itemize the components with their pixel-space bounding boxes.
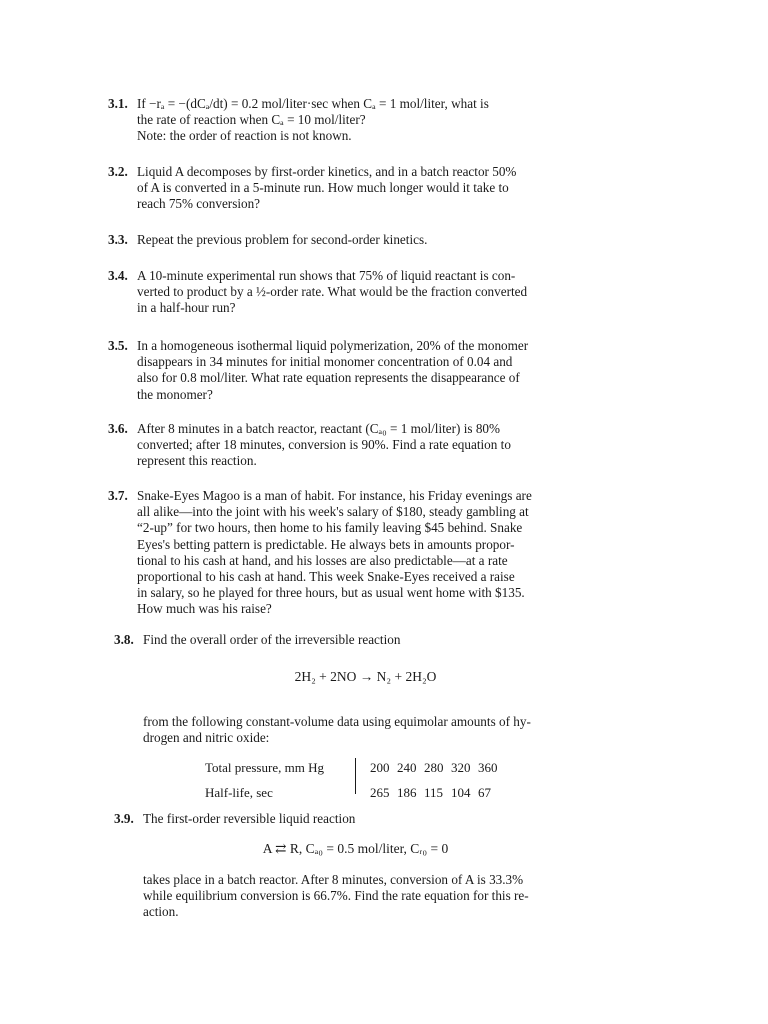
problem-line: also for 0.8 mol/liter. What rate equation represents the disappearance of	[137, 370, 520, 386]
problem-3-3	[108, 232, 583, 248]
problem-line: the rate of reaction when Cₐ = 10 mol/liter?	[137, 112, 366, 128]
problem-line: If −rₐ = −(dCₐ/dt) = 0.2 mol/liter·sec when Cₐ = 1 mol/liter, what is	[137, 96, 489, 111]
problem-line: represent this reaction.	[137, 453, 257, 469]
problem-line: proportional to his cash at hand. This week Snake-Eyes received a raise	[137, 569, 515, 585]
problem-3-8-continued	[114, 714, 589, 746]
reaction-equation-3-8: 2H₂ + 2NO → N₂ + 2H₂O	[294, 669, 437, 684]
problem-3-2	[108, 164, 583, 213]
problem-line: all alike—into the joint with his week's salary of $180, steady gambling at	[137, 504, 529, 520]
problem-line: Snake-Eyes Magoo is a man of habit. For instance, his Friday evenings are	[137, 488, 532, 503]
pressure-cell: 360	[478, 760, 498, 775]
problem-line: Liquid A decomposes by first-order kinetics, and in a batch reactor 50%	[137, 164, 517, 179]
problem-line: Find the overall order of the irreversible reaction	[143, 632, 401, 647]
reaction-equation-3-9: A ⇄ R, Cₐ₀ = 0.5 mol/liter, Cᵣ₀ = 0	[262, 841, 449, 856]
problem-3-8	[114, 632, 589, 648]
halflife-cell: 186	[397, 785, 417, 800]
problem-number: 3.1.	[108, 96, 128, 111]
problem-line: Repeat the previous problem for second-order kinetics.	[137, 232, 428, 247]
problem-3-6	[108, 421, 583, 470]
problem-line: In a homogeneous isothermal liquid polymerization, 20% of the monomer	[137, 338, 529, 353]
problem-line: tional to his cash at hand, and his losses are also predictable—at a rate	[137, 552, 508, 568]
problem-3-9-continued	[114, 872, 589, 921]
row-label: Half-life, sec	[205, 785, 273, 800]
row-label: Total pressure, mm Hg	[205, 760, 324, 775]
problem-line: A 10-minute experimental run shows that 75% of liquid reactant is con-	[137, 268, 516, 283]
problem-line: verted to product by a ½-order rate. What would be the fraction converted	[137, 284, 528, 300]
problem-number: 3.4.	[108, 268, 128, 283]
table-divider	[355, 758, 356, 794]
problem-line: The first-order reversible liquid reaction	[143, 811, 356, 826]
problem-line: in salary, so he played for three hours, but as usual went home with $135.	[137, 585, 525, 601]
problem-3-9	[114, 811, 589, 827]
problem-line: the monomer?	[137, 386, 213, 402]
problem-line: “2-up” for two hours, then home to his family leaving $45 behind. Snake	[137, 520, 523, 536]
halflife-cell: 115	[424, 785, 444, 800]
problem-3-1	[108, 96, 583, 145]
problem-line: while equilibrium conversion is 66.7%. Find the rate equation for this re-	[143, 888, 529, 904]
problem-line: of A is converted in a 5-minute run. How much longer would it take to	[137, 180, 509, 196]
problem-line: reach 75% conversion?	[137, 196, 261, 212]
problem-number: 3.8.	[114, 632, 134, 647]
halflife-cell: 104	[451, 785, 471, 800]
problem-number: 3.3.	[108, 232, 128, 247]
problem-line: How much was his raise?	[137, 601, 272, 617]
problem-line: drogen and nitric oxide:	[143, 730, 270, 746]
problem-line: converted; after 18 minutes, conversion is 90%. Find a rate equation to	[137, 437, 511, 453]
problem-line: Eyes's betting pattern is predictable. He always bets in amounts propor-	[137, 536, 515, 552]
problem-line: in a half-hour run?	[137, 300, 236, 316]
halflife-cell: 67	[478, 785, 491, 800]
problem-line: disappears in 34 minutes for initial monomer concentration of 0.04 and	[137, 354, 513, 370]
halflife-cell: 265	[370, 785, 390, 800]
problem-line: action.	[143, 904, 179, 920]
problem-line: takes place in a batch reactor. After 8 minutes, conversion of A is 33.3%	[143, 872, 524, 887]
problem-3-4	[108, 268, 583, 317]
problem-number: 3.9.	[114, 811, 134, 826]
pressure-cell: 240	[397, 760, 417, 775]
pressure-cell: 320	[451, 760, 471, 775]
problem-number: 3.7.	[108, 488, 128, 503]
problem-line: Note: the order of reaction is not known.	[137, 128, 352, 144]
problem-number: 3.6.	[108, 421, 128, 436]
problem-number: 3.5.	[108, 338, 128, 353]
problem-line: After 8 minutes in a batch reactor, reactant (Cₐ₀ = 1 mol/liter) is 80%	[137, 421, 500, 436]
problem-3-5	[108, 338, 583, 403]
pressure-cell: 280	[424, 760, 444, 775]
pressure-cell: 200	[370, 760, 390, 775]
problem-line: from the following constant-volume data using equimolar amounts of hy-	[143, 714, 531, 729]
problem-3-7	[108, 488, 583, 618]
problem-number: 3.2.	[108, 164, 128, 179]
